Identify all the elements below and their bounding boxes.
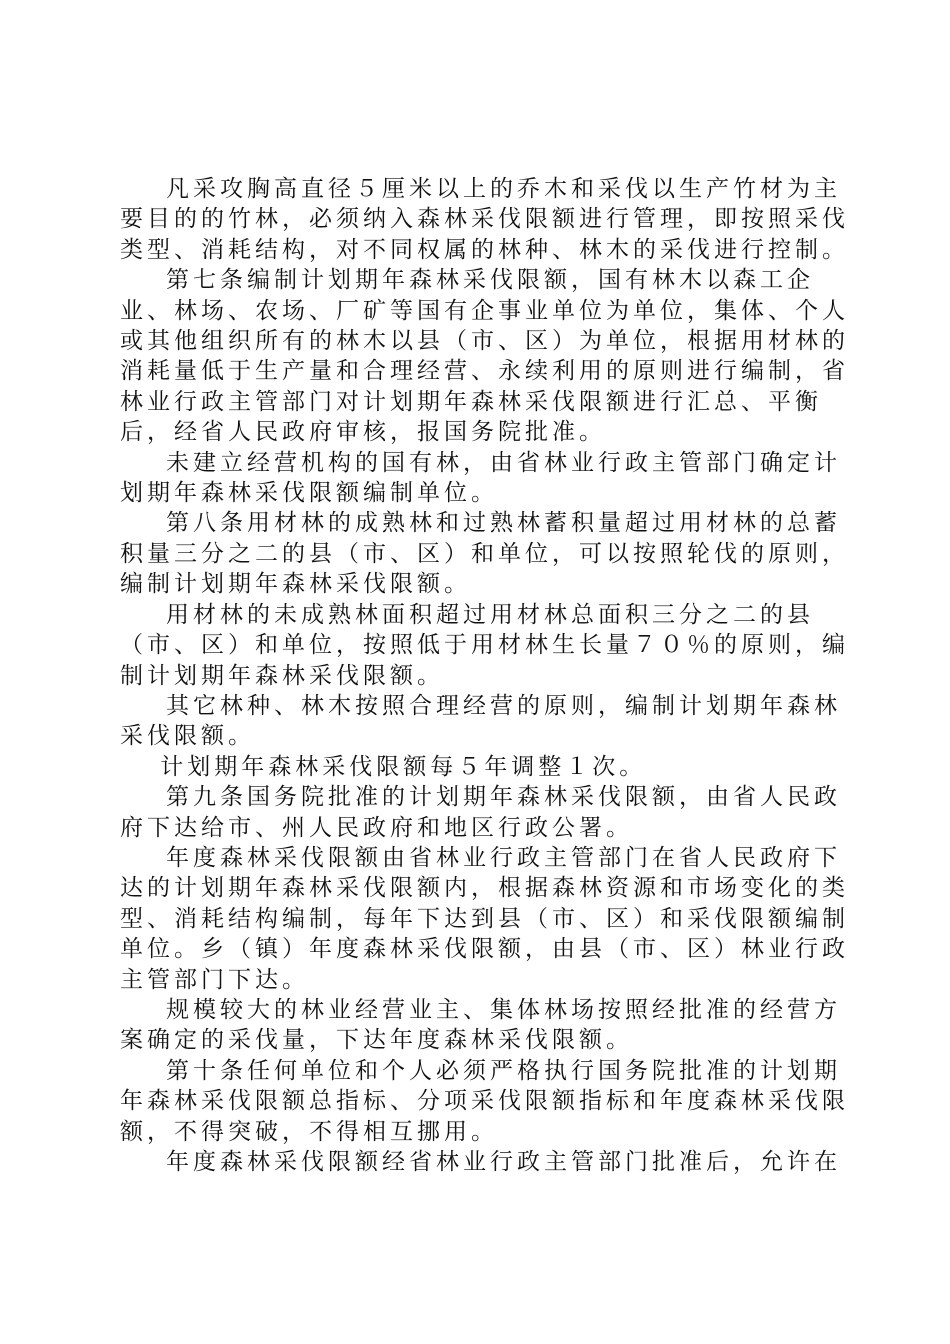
paragraph-11: 第十条任何单位和个人必须严格执行国务院批准的计划期年森林采伐限额总指标、分项采伐限额指标和年度森林采伐限额，不得突破，不得相互挪用。 (120, 1057, 849, 1145)
paragraph-6: 其它林种、林木按照合理经营的原则，编制计划期年森林采伐限额。 (120, 692, 841, 750)
paragraph-9: 年度森林采伐限额由省林业行政主管部门在省人民政府下达的计划期年森林采伐限额内，根据森林资源和市场变化的类型、消耗结构编制，每年下达到县（市、区）和采伐限额编制单位。乡（镇）年度森林采伐限额，由县（市、区）林业行政主管部门下达。 (120, 844, 849, 993)
paragraph-12: 年度森林采伐限额经省林业行政主管部门批准后，允许在 (166, 1149, 841, 1175)
paragraph-1: 凡采攻胸高直径５厘米以上的乔木和采伐以生产竹材为主要目的的竹林，必须纳入森林采伐限额进行管理，即按照采伐类型、消耗结构，对不同权属的林种、林木的采伐进行控制。 (120, 176, 849, 263)
document-body (120, 174, 850, 1177)
paragraph-4: 第八条用材林的成熟林和过熟林蓄积量超过用材林的总蓄积量三分之二的县（市、区）和单位，可以按照轮伐的原则，编制计划期年森林采伐限额。 (120, 510, 849, 598)
paragraph-5: 用材林的未成熟林面积超过用材林总面积三分之二的县（市、区）和单位，按照低于用材林生长量７０％的原则，编制计划期年森林采伐限额。 (120, 601, 849, 689)
paragraph-3: 未建立经营机构的国有林，由省林业行政主管部门确定计划期年森林采伐限额编制单位。 (120, 449, 841, 507)
paragraph-2: 第七条编制计划期年森林采伐限额，国有林木以森工企业、林场、农场、厂矿等国有企事业单位为单位，集体、个人或其他组织所有的林木以县（市、区）为单位，根据用材林的消耗量低于生产量和合理经营、永续利用的原则进行编制，省林业行政主管部门对计划期年森林采伐限额进行汇总、平衡后，经省人民政府审核，报国务院批准。 (120, 267, 849, 446)
paragraph-7: 计划期年森林采伐限额每５年调整１次。 (160, 753, 647, 780)
paragraph-8: 第九条国务院批准的计划期年森林采伐限额，由省人民政府下达给市、州人民政府和地区行政公署。 (120, 784, 841, 841)
paragraph-10: 规模较大的林业经营业主、集体林场按照经批准的经营方案确定的采伐量，下达年度森林采伐限额。 (120, 996, 841, 1054)
